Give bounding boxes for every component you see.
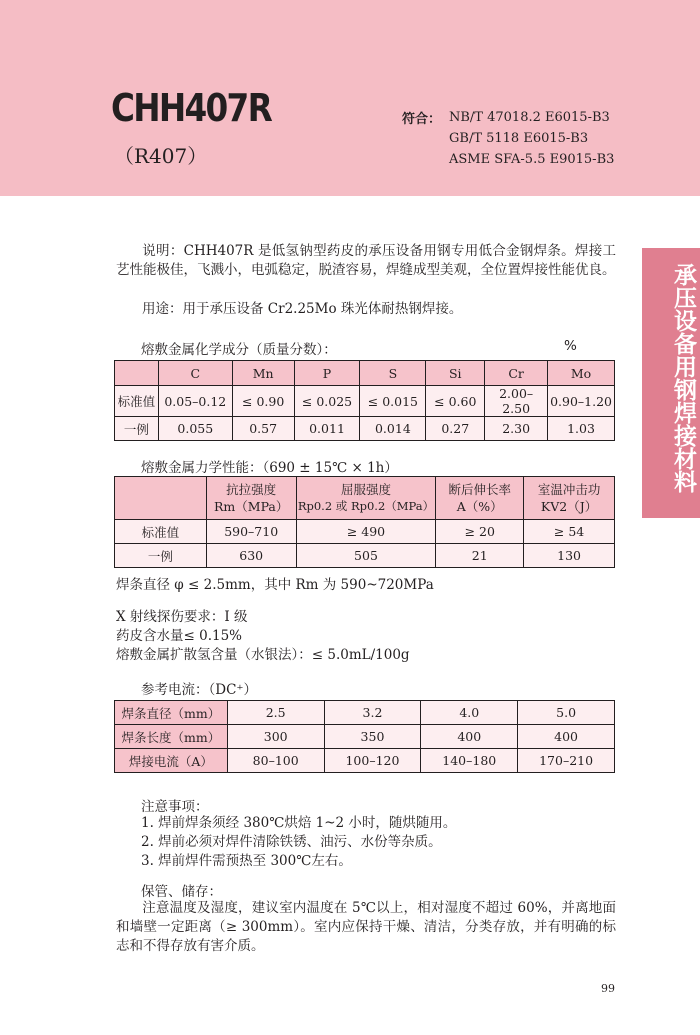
- table-cell: ≤ 0.025: [294, 386, 360, 417]
- header-cell: [115, 477, 207, 520]
- table-cell: 400: [421, 725, 518, 749]
- note-item: 2. 焊前必须对焊件清除铁锈、油污、水份等杂质。: [141, 834, 442, 850]
- header-cell: Si: [426, 361, 485, 386]
- product-title: CHH407R: [111, 86, 272, 130]
- extra-requirements: [116, 608, 410, 665]
- chemical-header-row: [115, 361, 615, 386]
- table-cell: 140–180: [421, 749, 518, 773]
- table-cell: 505: [296, 544, 436, 568]
- table-cell: ≥ 20: [436, 520, 524, 544]
- usage-paragraph: [116, 300, 616, 319]
- chemical-title: 熔敷金属化学成分（质量分数）：: [141, 342, 337, 358]
- mechanical-table: [114, 476, 615, 568]
- table-cell: 300: [227, 725, 324, 749]
- mechanical-title: 熔敷金属力学性能：: [141, 460, 263, 476]
- table-cell: 5.0: [518, 701, 615, 725]
- table-cell: 590–710: [206, 520, 296, 544]
- row-label: 焊条长度（mm）: [115, 725, 228, 749]
- table-row: [115, 701, 615, 725]
- moisture-requirement: 药皮含水量≤ 0.15%: [116, 628, 242, 644]
- product-subtitle: （R407）: [114, 144, 208, 168]
- row-label: 焊条直径（mm）: [115, 701, 228, 725]
- table-row: [115, 520, 615, 544]
- table-cell: 400: [518, 725, 615, 749]
- table-cell: 21: [436, 544, 524, 568]
- table-cell: 350: [324, 725, 421, 749]
- storage-paragraph: [116, 899, 616, 956]
- usage-text: 用于承压设备 Cr2.25Mo 珠光体耐热钢焊接。: [182, 301, 463, 317]
- table-cell: 130: [524, 544, 615, 568]
- table-cell: ≤ 0.60: [426, 386, 485, 417]
- description-label: 说明：: [142, 243, 184, 259]
- page-number: 99: [601, 982, 615, 995]
- table-row: [115, 417, 615, 441]
- table-cell: 630: [206, 544, 296, 568]
- description-paragraph: [116, 242, 616, 280]
- standard-item: ASME SFA-5.5 E9015-B3: [449, 152, 615, 167]
- notes-title: 注意事项：: [141, 799, 209, 815]
- table-cell: 0.90–1.20: [548, 386, 615, 417]
- header-unit: Rp0.2 或 Rp0.2（MPa）: [297, 499, 435, 513]
- header-cell: Cr: [485, 361, 548, 386]
- notes-list: [141, 814, 456, 871]
- current-table: [114, 700, 615, 773]
- header-label: 室温冲击功: [537, 482, 601, 497]
- row-label: 标准值: [115, 386, 159, 417]
- standards-label: 符合：: [402, 112, 442, 127]
- category-side-tab: [642, 248, 700, 518]
- table-cell: 0.011: [294, 417, 360, 441]
- table-cell: 170–210: [518, 749, 615, 773]
- standard-item: GB/T 5118 E6015-B3: [449, 131, 589, 146]
- standard-item: NB/T 47018.2 E6015-B3: [449, 110, 610, 125]
- note-item: 3. 焊前焊件需预热至 300℃左右。: [141, 853, 352, 869]
- header-unit: Rm（MPa）: [214, 499, 289, 514]
- header-cell: S: [360, 361, 426, 386]
- table-cell: 2.30: [485, 417, 548, 441]
- current-condition: （DC⁺）: [208, 682, 258, 698]
- side-tab-label: 承压设备用钢焊接材料: [670, 263, 696, 493]
- storage-text: 注意温度及湿度，建议室内温度在 5℃以上，相对湿度不超过 60%，并离地面和墙壁一定距离（≥ 300mm）。室内应保持干燥、清洁，分类存放，并有明确的标志和不得存放有害介质。: [116, 900, 616, 954]
- description-text: CHH407R 是低氢钠型药皮的承压设备用钢专用低合金钢焊条。焊接工艺性能极佳，飞溅小，电弧稳定，脱渣容易，焊缝成型美观，全位置焊接性能优良。: [116, 243, 616, 278]
- table-cell: ≥ 54: [524, 520, 615, 544]
- header-cell: [206, 477, 296, 520]
- standards-list: [449, 107, 614, 170]
- header-cell: [436, 477, 524, 520]
- table-cell: 0.014: [360, 417, 426, 441]
- header-cell: P: [294, 361, 360, 386]
- header-cell: Mo: [548, 361, 615, 386]
- mechanical-header-row: [115, 477, 615, 520]
- header-label: 屈服强度: [340, 482, 391, 497]
- table-cell: 100–120: [324, 749, 421, 773]
- row-label: 一例: [115, 544, 207, 568]
- table-cell: 4.0: [421, 701, 518, 725]
- header-cell: Mn: [232, 361, 294, 386]
- table-cell: ≤ 0.015: [360, 386, 426, 417]
- table-cell: 0.27: [426, 417, 485, 441]
- table-cell: 3.2: [324, 701, 421, 725]
- table-cell: 2.5: [227, 701, 324, 725]
- header-cell: [524, 477, 615, 520]
- table-row: [115, 386, 615, 417]
- row-label: 焊接电流（A）: [115, 749, 228, 773]
- header-unit: A（%）: [456, 499, 503, 514]
- mechanical-condition: （690 ± 15℃ × 1h）: [262, 460, 398, 476]
- header-cell: [296, 477, 436, 520]
- table-cell: ≥ 490: [296, 520, 436, 544]
- table-cell: ≤ 0.90: [232, 386, 294, 417]
- current-title-line: [141, 678, 257, 698]
- current-title: 参考电流：: [141, 682, 209, 698]
- table-cell: 0.57: [232, 417, 294, 441]
- table-row: [115, 725, 615, 749]
- row-label: 一例: [115, 417, 159, 441]
- chemical-table: [114, 360, 615, 441]
- row-label: 标准值: [115, 520, 207, 544]
- header-label: 抗拉强度: [226, 482, 277, 497]
- mechanical-title-line: [141, 456, 398, 476]
- mechanical-note: 焊条直径 φ ≤ 2.5mm，其中 Rm 为 590~720MPa: [116, 577, 434, 593]
- table-row: [115, 749, 615, 773]
- table-cell: 0.055: [158, 417, 232, 441]
- table-cell: 1.03: [548, 417, 615, 441]
- usage-label: 用途：: [142, 301, 183, 317]
- table-row: [115, 544, 615, 568]
- header-cell: [115, 361, 159, 386]
- table-cell: 0.05–0.12: [158, 386, 232, 417]
- header-unit: KV2（J）: [540, 499, 598, 514]
- storage-title: 保管、储存：: [141, 884, 222, 900]
- table-cell: 80–100: [227, 749, 324, 773]
- hydrogen-requirement: 熔敷金属扩散氢含量（水银法）：≤ 5.0mL/100g: [116, 647, 410, 663]
- table-cell: 2.00–2.50: [485, 386, 548, 417]
- header-cell: C: [158, 361, 232, 386]
- xray-requirement: X 射线探伤要求：I 级: [116, 609, 248, 625]
- chemical-unit: %: [564, 338, 577, 354]
- header-label: 断后伸长率: [448, 482, 511, 497]
- note-item: 1. 焊前焊条须经 380℃烘焙 1~2 小时，随烘随用。: [141, 815, 457, 831]
